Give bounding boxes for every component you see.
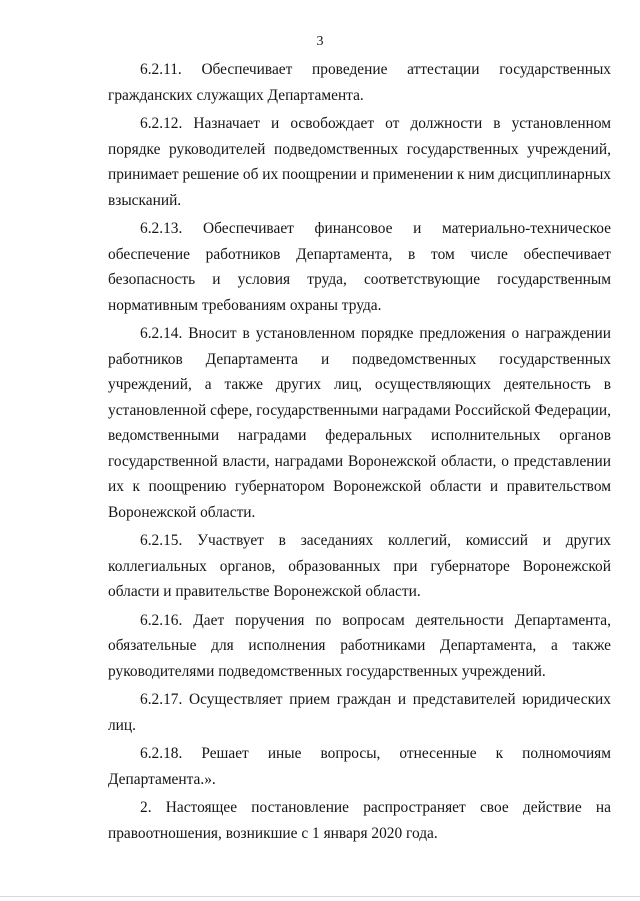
paragraph-6-2-15: 6.2.15. Участвует в заседаниях коллегий, комиссий и других коллегиальных органов, образованных при губернаторе Воронежской области и правительстве Воронежской области. [108, 532, 611, 600]
paragraph-6-2-14: 6.2.14. Вносит в установленном порядке предложения о награждении работников Департамента и подведомственных государственных учреждений, а также других лиц, осуществляющих деятельность в установленной сфере, государственными наградами Российской Федерации, ведомственными наградами федеральных исполнительных органов государственной власти, наградами Воронежской области, о представлении их к поощрению губернатором Воронежской области и правительством Воронежской области. [108, 325, 611, 521]
paragraph-6-2-16: 6.2.16. Дает поручения по вопросам деятельности Департамента, обязательные для исполнения работниками Департамента, а также руководителями подведомственных государственных учреждений. [108, 611, 611, 680]
document-body [108, 57, 611, 849]
paragraph-2: 2. Настоящее постановление распространяет свое действие на правоотношения, возникшие с 1 января 2020 года. [108, 799, 611, 842]
paragraph-6-2-12: 6.2.12. Назначает и освобождает от должности в установленном порядке руководителей подведомственных государственных учреждений, принимает решение об их поощрении и применении к ним дисциплинарных взысканий. [108, 115, 611, 209]
paragraph-6-2-13: 6.2.13. Обеспечивает финансовое и материально-техническое обеспечение работников Департамента, в том числе обеспечивает безопасность и условия труда, соответствующие государственным нормативным требованиям охраны труда. [108, 220, 611, 314]
page-number: 3 [316, 34, 324, 49]
paragraph-6-2-18: 6.2.18. Решает иные вопросы, отнесенные к полномочиям Департамента.». [108, 745, 611, 788]
paragraph-6-2-17: 6.2.17. Осуществляет прием граждан и представителей юридических лиц. [108, 691, 611, 734]
paragraph-6-2-11: 6.2.11. Обеспечивает проведение аттестации государственных гражданских служащих Департамента. [108, 61, 611, 104]
page-bottom-border [0, 896, 640, 897]
